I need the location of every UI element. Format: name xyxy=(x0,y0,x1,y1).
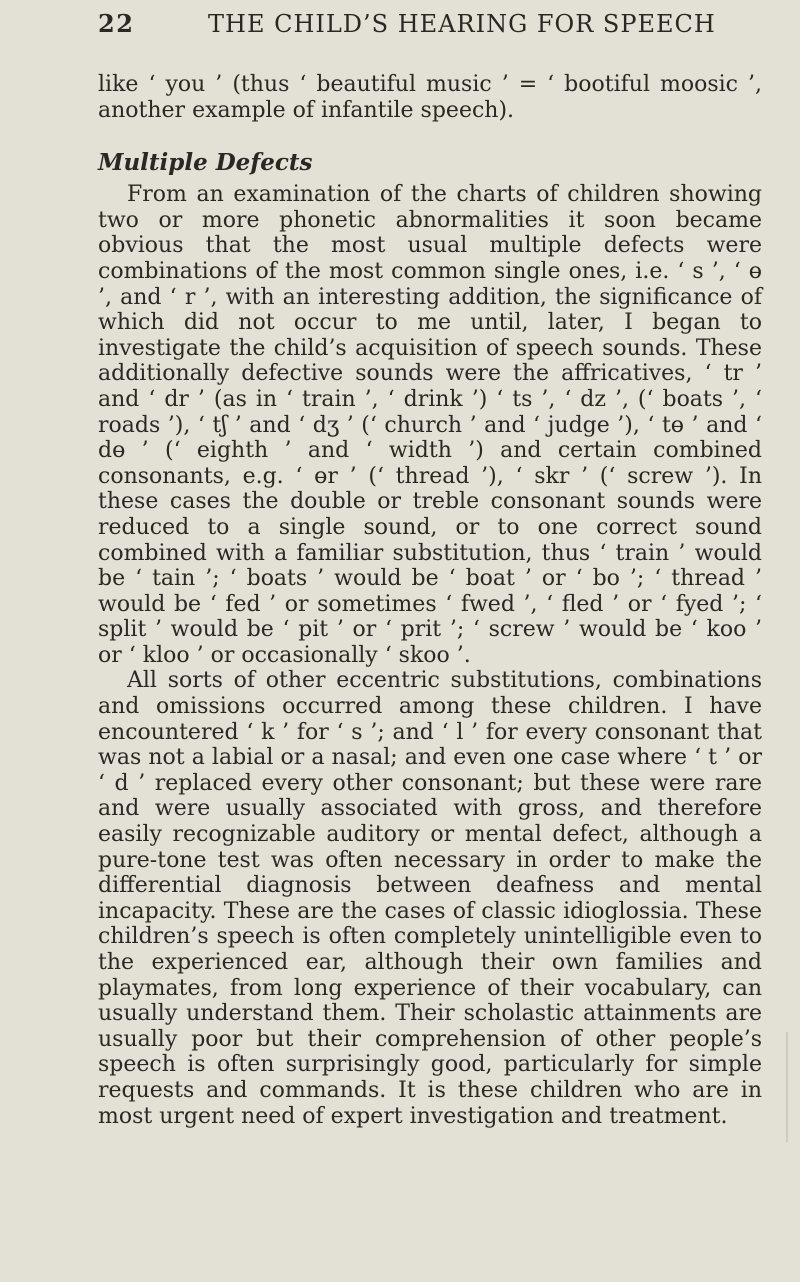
paragraph-continuation: like ‘ you ’ (thus ‘ beautiful music ’ = ‘ bootiful moosic ’, another example of infantile speech). xyxy=(98,72,762,123)
page-header xyxy=(98,4,762,44)
running-head: THE CHILD’S HEARING FOR SPEECH xyxy=(208,10,716,38)
page-fold-mark xyxy=(786,1032,788,1142)
page-number: 22 xyxy=(98,9,135,38)
paragraph-substitutions: All sorts of other eccentric substitutions, combinations and omissions occurred among these children. I have encountered ‘ k ’ for ‘ s ’; and ‘ l ’ for every consonant that was not a labial or a nasal; and even one case where ‘ t ’ or ‘ d ’ replaced every other consonant; but these were rare and were usually associated with gross, and therefore easily recognizable auditory or mental defect, although a pure-tone test was often necessary in order to make the differential diagnosis between deafness and mental incapacity. These are the cases of classic idioglossia. These children’s speech is often completely unintelligible even to the experienced ear, although their own families and playmates, from long experience of their vocabulary, can usually understand them. Their scholastic attainments are usually poor but their comprehension of other people’s speech is often surprisingly good, particularly for simple requests and commands. It is these children who are in most urgent need of expert investigation and treatment. xyxy=(98,668,762,1129)
section-heading: Multiple Defects xyxy=(98,149,313,177)
paragraph-multiple-defects: From an examination of the charts of children showing two or more phonetic abnormalities it soon became obvious that the most usual multiple defects were combinations of the most common single ones, i.e. ‘ s ’, ‘ ɵ ’, and ‘ r ’, with an interesting addition, the significance of which did not occur to me until, later, I began to investigate the child’s acquisition of speech sounds. These additionally defective sounds were the affricatives, ‘ tr ’ and ‘ dr ’ (as in ‘ train ’, ‘ drink ’) ‘ ts ’, ‘ dz ’, (‘ boats ’, ‘ roads ’), ‘ tʃ ’ and ‘ dʒ ’ (‘ church ’ and ‘ judge ’), ‘ tɵ ’ and ‘ dɵ ’ (‘ eighth ’ and ‘ width ’) and certain combined consonants, e.g. ‘ ɵr ’ (‘ thread ’), ‘ skr ’ (‘ screw ’). In these cases the double or treble consonant sounds were reduced to a single sound, or to one correct sound combined with a familiar substitution, thus ‘ train ’ would be ‘ tain ’; ‘ boats ’ would be ‘ boat ’ or ‘ bo ’; ‘ thread ’ would be ‘ fed ’ or sometimes ‘ fwed ’, ‘ fled ’ or ‘ fyed ’; ‘ split ’ would be ‘ pit ’ or ‘ prit ’; ‘ screw ’ would be ‘ koo ’ or ‘ kloo ’ or occasionally ‘ skoo ’. xyxy=(98,182,762,668)
body-text xyxy=(98,72,762,1129)
